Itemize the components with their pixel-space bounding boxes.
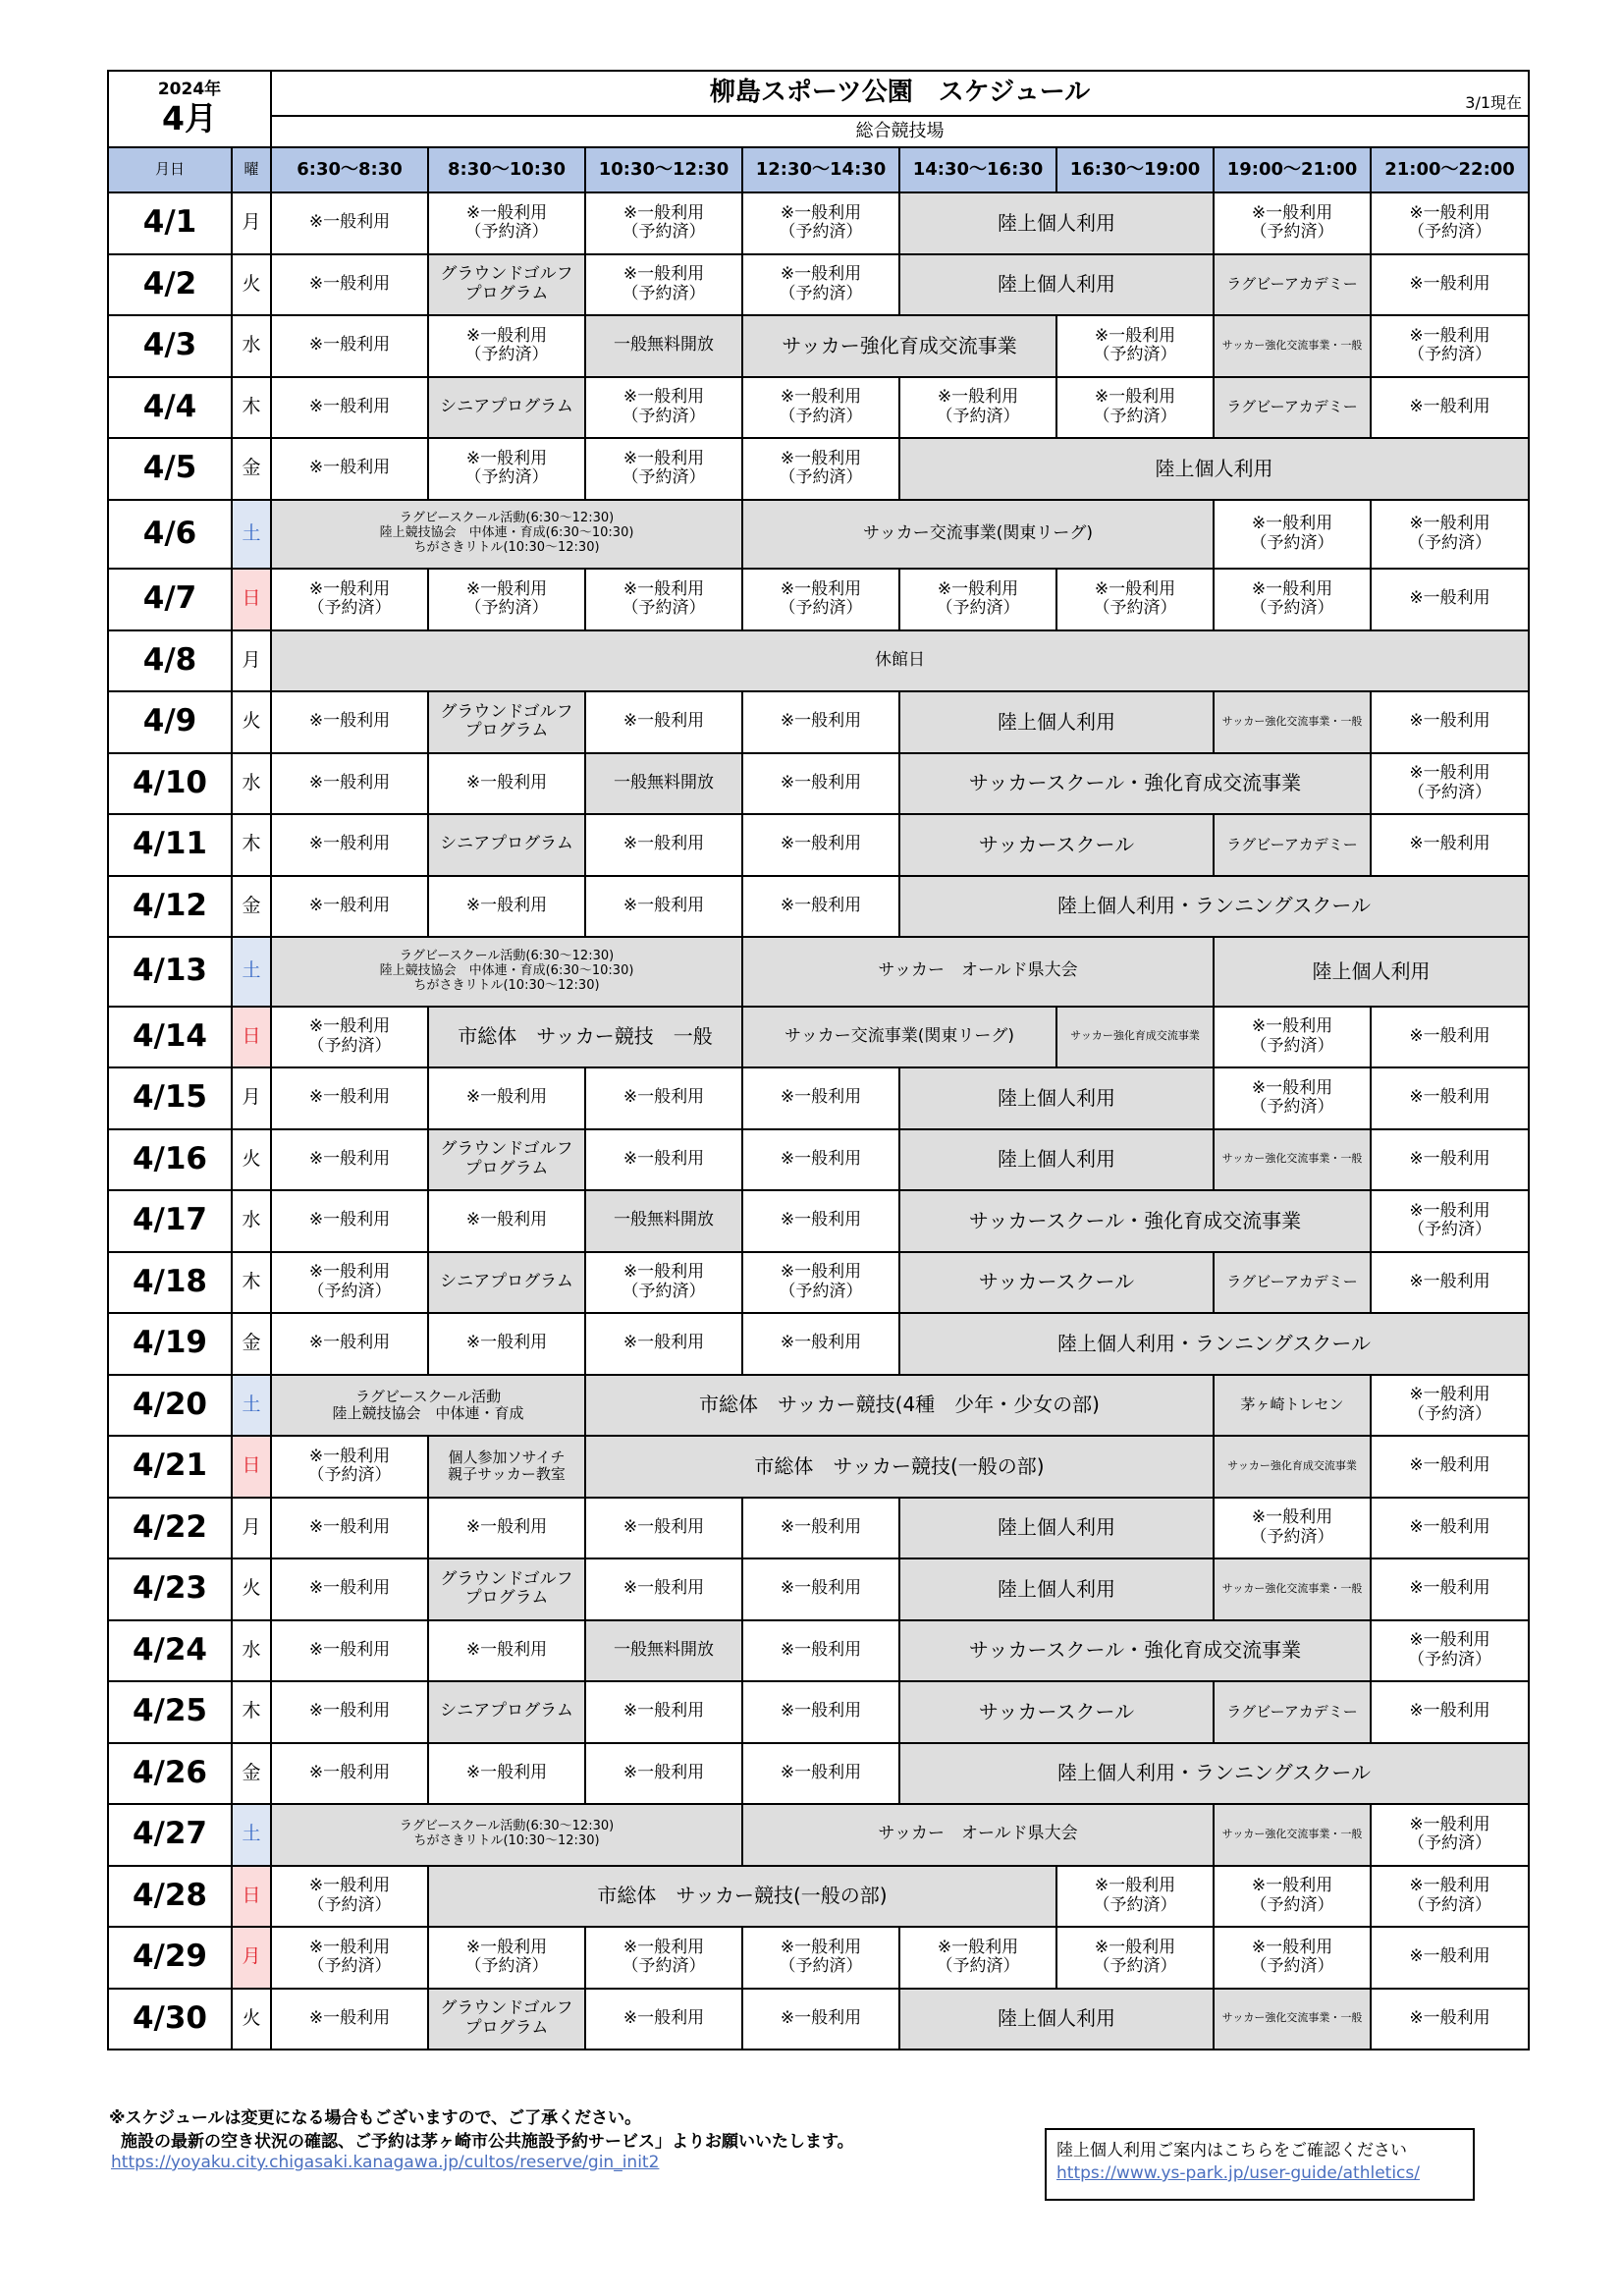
date-cell: 4/11 [108,814,232,876]
usage-slot-cell: ※一般利用 （予約済） [271,1252,428,1314]
schedule-row [108,1743,1529,1805]
schedule-row [108,1067,1529,1129]
event-cell: シニアプログラム [428,377,585,439]
weekday-cell: 日 [232,1436,271,1498]
usage-slot-cell: ※一般利用 （予約済） [1214,569,1371,630]
schedule-row [108,876,1529,938]
event-cell: 陸上個人利用・ランニングスクール [899,1743,1529,1805]
event-cell: ラグビーアカデミー [1214,377,1371,439]
weekday-cell: 月 [232,192,271,254]
event-cell: サッカー強化交流事業・一般 [1214,315,1371,377]
usage-slot-cell: ※一般利用 [1371,1067,1529,1129]
time-slot-header: 19:00～21:00 [1214,147,1371,192]
month-label: 4月 [162,98,217,137]
usage-slot-cell: ※一般利用 [271,753,428,815]
usage-slot-cell: ※一般利用 [271,1620,428,1682]
usage-slot-cell: ※一般利用 [585,1743,742,1805]
event-cell: サッカー強化交流事業・一般 [1214,691,1371,753]
weekday-cell: 土 [232,500,271,570]
date-cell: 4/16 [108,1129,232,1191]
weekday-cell: 水 [232,1620,271,1682]
schedule-row [108,254,1529,316]
usage-slot-cell: ※一般利用 （予約済） [1371,753,1529,815]
event-cell: サッカー交流事業(関東リーグ) [742,1007,1056,1068]
column-header-row [108,147,1529,192]
weekday-cell: 火 [232,1989,271,2050]
date-cell: 4/20 [108,1375,232,1437]
usage-slot-cell: ※一般利用 [1371,1681,1529,1743]
event-cell: 陸上個人利用 [1214,937,1529,1007]
usage-slot-cell: ※一般利用 （予約済） [1371,1804,1529,1866]
schedule-row [108,1558,1529,1620]
date-cell: 4/10 [108,753,232,815]
usage-slot-cell: ※一般利用 [585,1989,742,2050]
athletics-info-link[interactable]: https://www.ys-park.jp/user-guide/athletics/ [1056,2163,1420,2183]
event-cell: 一般無料開放 [585,1620,742,1682]
usage-slot-cell: ※一般利用 （予約済） [585,377,742,439]
usage-slot-cell: ※一般利用 （予約済） [428,315,585,377]
usage-slot-cell: ※一般利用 （予約済） [585,254,742,316]
event-cell: 市総体 サッカー競技(一般の部) [585,1436,1214,1498]
usage-slot-cell: ※一般利用 （予約済） [428,1927,585,1989]
usage-slot-cell: ※一般利用 （予約済） [585,1252,742,1314]
usage-slot-cell: ※一般利用 [585,691,742,753]
usage-slot-cell: ※一般利用 （予約済） [1056,1927,1214,1989]
schedule-table [107,70,1530,2050]
event-cell: 陸上個人利用 [899,1067,1214,1129]
usage-slot-cell: ※一般利用 [1371,1558,1529,1620]
usage-slot-cell: ※一般利用 [742,1190,899,1252]
schedule-row [108,1866,1529,1928]
schedule-row [108,814,1529,876]
time-slot-header: 16:30～19:00 [1056,147,1214,192]
date-column-header: 月日 [108,147,232,192]
date-cell: 4/7 [108,569,232,630]
usage-slot-cell: ※一般利用 [271,315,428,377]
usage-slot-cell: ※一般利用 [271,1681,428,1743]
usage-slot-cell: ※一般利用 [271,876,428,938]
usage-slot-cell: ※一般利用 （予約済） [1056,1866,1214,1928]
usage-slot-cell: ※一般利用 （予約済） [899,569,1056,630]
athletics-info-box [1045,2128,1475,2201]
weekday-cell: 木 [232,1681,271,1743]
event-cell: 休館日 [271,630,1529,692]
usage-slot-cell: ※一般利用 [585,1313,742,1375]
usage-slot-cell: ※一般利用 （予約済） [742,1252,899,1314]
schedule-row [108,377,1529,439]
usage-slot-cell: ※一般利用 （予約済） [271,569,428,630]
event-cell: 陸上個人利用・ランニングスクール [899,876,1529,938]
schedule-row [108,691,1529,753]
date-cell: 4/22 [108,1498,232,1559]
usage-slot-cell: ※一般利用 （予約済） [1214,1927,1371,1989]
usage-slot-cell: ※一般利用 [271,1313,428,1375]
weekday-cell: 水 [232,1190,271,1252]
schedule-row [108,569,1529,630]
footer [107,2104,1528,2182]
usage-slot-cell: ※一般利用 [428,876,585,938]
date-cell: 4/6 [108,500,232,570]
date-cell: 4/23 [108,1558,232,1620]
weekday-cell: 火 [232,1129,271,1191]
usage-slot-cell: ※一般利用 （予約済） [1056,377,1214,439]
date-cell: 4/2 [108,254,232,316]
event-cell: サッカー強化交流事業・一般 [1214,1558,1371,1620]
schedule-row [108,1190,1529,1252]
event-cell: 陸上個人利用 [899,1558,1214,1620]
weekday-cell: 月 [232,1498,271,1559]
usage-slot-cell: ※一般利用 [1371,1498,1529,1559]
event-cell: サッカー強化交流事業・一般 [1214,1129,1371,1191]
weekday-cell: 金 [232,438,271,500]
usage-slot-cell: ※一般利用 （予約済） [585,569,742,630]
page-title-cell [271,71,1529,116]
usage-slot-cell: ※一般利用 [271,1190,428,1252]
date-cell: 4/9 [108,691,232,753]
usage-slot-cell: ※一般利用 （予約済） [271,1007,428,1068]
date-cell: 4/28 [108,1866,232,1928]
usage-slot-cell: ※一般利用 （予約済） [1371,192,1529,254]
event-cell: シニアプログラム [428,814,585,876]
date-cell: 4/4 [108,377,232,439]
schedule-row [108,1989,1529,2050]
event-cell: 市総体 サッカー競技 一般 [428,1007,742,1068]
weekday-cell: 土 [232,937,271,1007]
event-cell: 一般無料開放 [585,753,742,815]
page-title: 柳島スポーツ公園 スケジュール [709,78,1091,108]
event-cell: サッカースクール・強化育成交流事業 [899,753,1371,815]
usage-slot-cell: ※一般利用 （予約済） [585,438,742,500]
event-cell: 陸上個人利用・ランニングスクール [899,1313,1529,1375]
time-slot-header: 10:30～12:30 [585,147,742,192]
weekday-cell: 水 [232,753,271,815]
usage-slot-cell: ※一般利用 （予約済） [428,569,585,630]
event-cell: 陸上個人利用 [899,192,1214,254]
usage-slot-cell: ※一般利用 （予約済） [742,1927,899,1989]
time-slot-header: 12:30～14:30 [742,147,899,192]
usage-slot-cell: ※一般利用 [742,1313,899,1375]
event-cell: サッカー強化育成交流事業 [1056,1007,1214,1068]
event-cell: 陸上個人利用 [899,1989,1214,2050]
weekday-cell: 月 [232,630,271,692]
usage-slot-cell: ※一般利用 （予約済） [742,569,899,630]
usage-slot-cell: ※一般利用 （予約済） [1371,1190,1529,1252]
schedule-row [108,1252,1529,1314]
event-cell: ラグビースクール活動(6:30～12:30) 陸上競技協会 中体連・育成(6:30～10:30) ちがさきリトル(10:30～12:30) [271,937,742,1007]
time-slot-header: 6:30～8:30 [271,147,428,192]
usage-slot-cell: ※一般利用 [1371,569,1529,630]
event-cell: ラグビーアカデミー [1214,1252,1371,1314]
weekday-cell: 水 [232,315,271,377]
weekday-cell: 金 [232,876,271,938]
event-cell: 陸上個人利用 [899,1498,1214,1559]
usage-slot-cell: ※一般利用 [742,1558,899,1620]
event-cell: 一般無料開放 [585,1190,742,1252]
usage-slot-cell: ※一般利用 [271,1743,428,1805]
usage-slot-cell: ※一般利用 [742,814,899,876]
schedule-row [108,438,1529,500]
usage-slot-cell: ※一般利用 （予約済） [428,192,585,254]
event-cell: グラウンドゴルフ プログラム [428,1989,585,2050]
date-cell: 4/1 [108,192,232,254]
usage-slot-cell: ※一般利用 [742,1681,899,1743]
date-cell: 4/18 [108,1252,232,1314]
weekday-cell: 土 [232,1804,271,1866]
date-cell: 4/21 [108,1436,232,1498]
schedule-row [108,1375,1529,1437]
event-cell: サッカー オールド県大会 [742,1804,1214,1866]
event-cell: サッカー交流事業(関東リーグ) [742,500,1214,570]
date-cell: 4/25 [108,1681,232,1743]
usage-slot-cell: ※一般利用 [1371,377,1529,439]
weekday-cell: 日 [232,1866,271,1928]
schedule-row [108,192,1529,254]
usage-slot-cell: ※一般利用 [428,1743,585,1805]
event-cell: 陸上個人利用 [899,1129,1214,1191]
event-cell: サッカースクール [899,1681,1214,1743]
usage-slot-cell: ※一般利用 （予約済） [271,1866,428,1928]
weekday-cell: 木 [232,377,271,439]
usage-slot-cell: ※一般利用 （予約済） [1056,569,1214,630]
change-notice: ※スケジュールは変更になる場合もございますので、ご了承ください。 [109,2108,642,2128]
usage-slot-cell: ※一般利用 [1371,1989,1529,2050]
usage-slot-cell: ※一般利用 （予約済） [271,1927,428,1989]
usage-slot-cell: ※一般利用 [742,1743,899,1805]
usage-slot-cell: ※一般利用 （予約済） [1214,192,1371,254]
usage-slot-cell: ※一般利用 [742,1067,899,1129]
schedule-row [108,315,1529,377]
event-cell: ラグビースクール活動 陸上競技協会 中体連・育成 [271,1375,585,1437]
time-slot-header: 14:30～16:30 [899,147,1056,192]
event-cell: ラグビーアカデミー [1214,814,1371,876]
date-cell: 4/19 [108,1313,232,1375]
schedule-row [108,1620,1529,1682]
usage-slot-cell: ※一般利用 [428,753,585,815]
usage-slot-cell: ※一般利用 （予約済） [1056,315,1214,377]
reservation-link[interactable]: https://yoyaku.city.chigasaki.kanagawa.jp/cultos/reserve/gin_init2 [111,2153,660,2172]
usage-slot-cell: ※一般利用 [271,377,428,439]
usage-slot-cell: ※一般利用 （予約済） [1214,500,1371,570]
weekday-cell: 木 [232,814,271,876]
event-cell: グラウンドゴルフ プログラム [428,1558,585,1620]
usage-slot-cell: ※一般利用 [742,691,899,753]
event-cell: 市総体 サッカー競技(4種 少年・少女の部) [585,1375,1214,1437]
event-cell: ラグビーアカデミー [1214,254,1371,316]
usage-slot-cell: ※一般利用 [271,1498,428,1559]
date-cell: 4/13 [108,937,232,1007]
usage-slot-cell: ※一般利用 [1371,1129,1529,1191]
athletics-info-text: 陸上個人利用ご案内はこちらをご確認ください [1056,2141,1407,2160]
usage-slot-cell: ※一般利用 （予約済） [742,438,899,500]
event-cell: サッカースクール・強化育成交流事業 [899,1620,1371,1682]
schedule-row [108,1007,1529,1068]
date-cell: 4/27 [108,1804,232,1866]
month-cell [108,71,271,147]
usage-slot-cell: ※一般利用 （予約済） [1214,1498,1371,1559]
date-cell: 4/29 [108,1927,232,1989]
schedule-row [108,937,1529,1007]
date-cell: 4/17 [108,1190,232,1252]
date-cell: 4/14 [108,1007,232,1068]
event-cell: 陸上個人利用 [899,254,1214,316]
weekday-cell: 土 [232,1375,271,1437]
date-cell: 4/15 [108,1067,232,1129]
usage-slot-cell: ※一般利用 [742,1498,899,1559]
event-cell: サッカー強化育成交流事業 [1214,1436,1371,1498]
schedule-row [108,1681,1529,1743]
date-cell: 4/24 [108,1620,232,1682]
usage-slot-cell: ※一般利用 [271,254,428,316]
event-cell: ラグビーアカデミー [1214,1681,1371,1743]
event-cell: サッカー オールド県大会 [742,937,1214,1007]
usage-slot-cell: ※一般利用 [271,814,428,876]
usage-slot-cell: ※一般利用 （予約済） [742,192,899,254]
usage-slot-cell: ※一般利用 [585,814,742,876]
date-cell: 4/26 [108,1743,232,1805]
schedule-row [108,1313,1529,1375]
weekday-cell: 日 [232,1007,271,1068]
usage-slot-cell: ※一般利用 （予約済） [585,1927,742,1989]
weekday-cell: 月 [232,1927,271,1989]
usage-slot-cell: ※一般利用 [585,1681,742,1743]
usage-slot-cell: ※一般利用 [271,1129,428,1191]
event-cell: サッカースクール [899,1252,1214,1314]
usage-slot-cell: ※一般利用 （予約済） [1214,1866,1371,1928]
weekday-cell: 月 [232,1067,271,1129]
schedule-row [108,1927,1529,1989]
usage-slot-cell: ※一般利用 [428,1620,585,1682]
event-cell: サッカー強化交流事業・一般 [1214,1804,1371,1866]
weekday-cell: 日 [232,569,271,630]
dow-column-header: 曜 [232,147,271,192]
date-cell: 4/3 [108,315,232,377]
usage-slot-cell: ※一般利用 （予約済） [585,192,742,254]
usage-slot-cell: ※一般利用 [1371,254,1529,316]
usage-slot-cell: ※一般利用 [585,876,742,938]
usage-slot-cell: ※一般利用 （予約済） [742,254,899,316]
weekday-cell: 火 [232,254,271,316]
usage-slot-cell: ※一般利用 （予約済） [899,1927,1056,1989]
usage-slot-cell: ※一般利用 [1371,1007,1529,1068]
schedule-sheet [107,70,1528,2050]
event-cell: 市総体 サッカー競技(一般の部) [428,1866,1056,1928]
usage-slot-cell: ※一般利用 [428,1313,585,1375]
usage-slot-cell: ※一般利用 （予約済） [1371,500,1529,570]
usage-slot-cell: ※一般利用 [271,192,428,254]
usage-slot-cell: ※一般利用 （予約済） [899,377,1056,439]
event-cell: シニアプログラム [428,1681,585,1743]
usage-slot-cell: ※一般利用 （予約済） [1214,1067,1371,1129]
weekday-cell: 金 [232,1313,271,1375]
usage-slot-cell: ※一般利用 [585,1558,742,1620]
schedule-row [108,1498,1529,1559]
usage-slot-cell: ※一般利用 （予約済） [271,1436,428,1498]
weekday-cell: 火 [232,1558,271,1620]
usage-slot-cell: ※一般利用 [1371,1927,1529,1989]
usage-slot-cell: ※一般利用 （予約済） [1371,1620,1529,1682]
usage-slot-cell: ※一般利用 [585,1129,742,1191]
date-cell: 4/8 [108,630,232,692]
event-cell: グラウンドゴルフ プログラム [428,254,585,316]
time-slot-header: 8:30～10:30 [428,147,585,192]
time-slot-header: 21:00～22:00 [1371,147,1529,192]
reservation-notice: 施設の最新の空き状況の確認、ご予約は茅ヶ崎市公共施設予約サービス」よりお願いいたします。 [121,2132,854,2152]
usage-slot-cell: ※一般利用 [742,1989,899,2050]
usage-slot-cell: ※一般利用 [742,876,899,938]
usage-slot-cell: ※一般利用 [742,753,899,815]
event-cell: グラウンドゴルフ プログラム [428,1129,585,1191]
date-cell: 4/30 [108,1989,232,2050]
schedule-row [108,1436,1529,1498]
usage-slot-cell: ※一般利用 [1371,1436,1529,1498]
usage-slot-cell: ※一般利用 [1371,1252,1529,1314]
event-cell: ラグビースクール活動(6:30～12:30) 陸上競技協会 中体連・育成(6:30～10:30) ちがさきリトル(10:30～12:30) [271,500,742,570]
event-cell: グラウンドゴルフ プログラム [428,691,585,753]
event-cell: 陸上個人利用 [899,438,1529,500]
weekday-cell: 木 [232,1252,271,1314]
usage-slot-cell: ※一般利用 [742,1620,899,1682]
event-cell: 陸上個人利用 [899,691,1214,753]
schedule-row [108,753,1529,815]
usage-slot-cell: ※一般利用 [271,1067,428,1129]
venue-label: 総合競技場 [271,116,1529,147]
schedule-row [108,1804,1529,1866]
weekday-cell: 火 [232,691,271,753]
date-cell: 4/5 [108,438,232,500]
usage-slot-cell: ※一般利用 [428,1190,585,1252]
event-cell: 茅ヶ崎トレセン [1214,1375,1371,1437]
usage-slot-cell: ※一般利用 [1371,691,1529,753]
event-cell: 一般無料開放 [585,315,742,377]
event-cell: 個人参加ソサイチ 親子サッカー教室 [428,1436,585,1498]
usage-slot-cell: ※一般利用 [585,1498,742,1559]
schedule-row [108,630,1529,692]
usage-slot-cell: ※一般利用 [742,1129,899,1191]
schedule-row [108,1129,1529,1191]
year-label: 2024年 [157,80,222,100]
usage-slot-cell: ※一般利用 [428,1067,585,1129]
event-cell: サッカー強化育成交流事業 [742,315,1056,377]
usage-slot-cell: ※一般利用 （予約済） [1214,1007,1371,1068]
event-cell: サッカースクール [899,814,1214,876]
usage-slot-cell: ※一般利用 [271,1989,428,2050]
event-cell: サッカー強化交流事業・一般 [1214,1989,1371,2050]
date-cell: 4/12 [108,876,232,938]
usage-slot-cell: ※一般利用 [271,438,428,500]
usage-slot-cell: ※一般利用 （予約済） [1371,1375,1529,1437]
event-cell: サッカースクール・強化育成交流事業 [899,1190,1371,1252]
event-cell: シニアプログラム [428,1252,585,1314]
usage-slot-cell: ※一般利用 [271,691,428,753]
weekday-cell: 金 [232,1743,271,1805]
usage-slot-cell: ※一般利用 [1371,814,1529,876]
usage-slot-cell: ※一般利用 （予約済） [742,377,899,439]
event-cell: ラグビースクール活動(6:30～12:30) ちがさきリトル(10:30～12:30) [271,1804,742,1866]
usage-slot-cell: ※一般利用 [585,1067,742,1129]
usage-slot-cell: ※一般利用 （予約済） [1371,1866,1529,1928]
usage-slot-cell: ※一般利用 （予約済） [428,438,585,500]
usage-slot-cell: ※一般利用 [428,1498,585,1559]
schedule-row [108,500,1529,570]
usage-slot-cell: ※一般利用 [271,1558,428,1620]
as-of-date: 3/1現在 [1465,92,1523,112]
usage-slot-cell: ※一般利用 （予約済） [1371,315,1529,377]
